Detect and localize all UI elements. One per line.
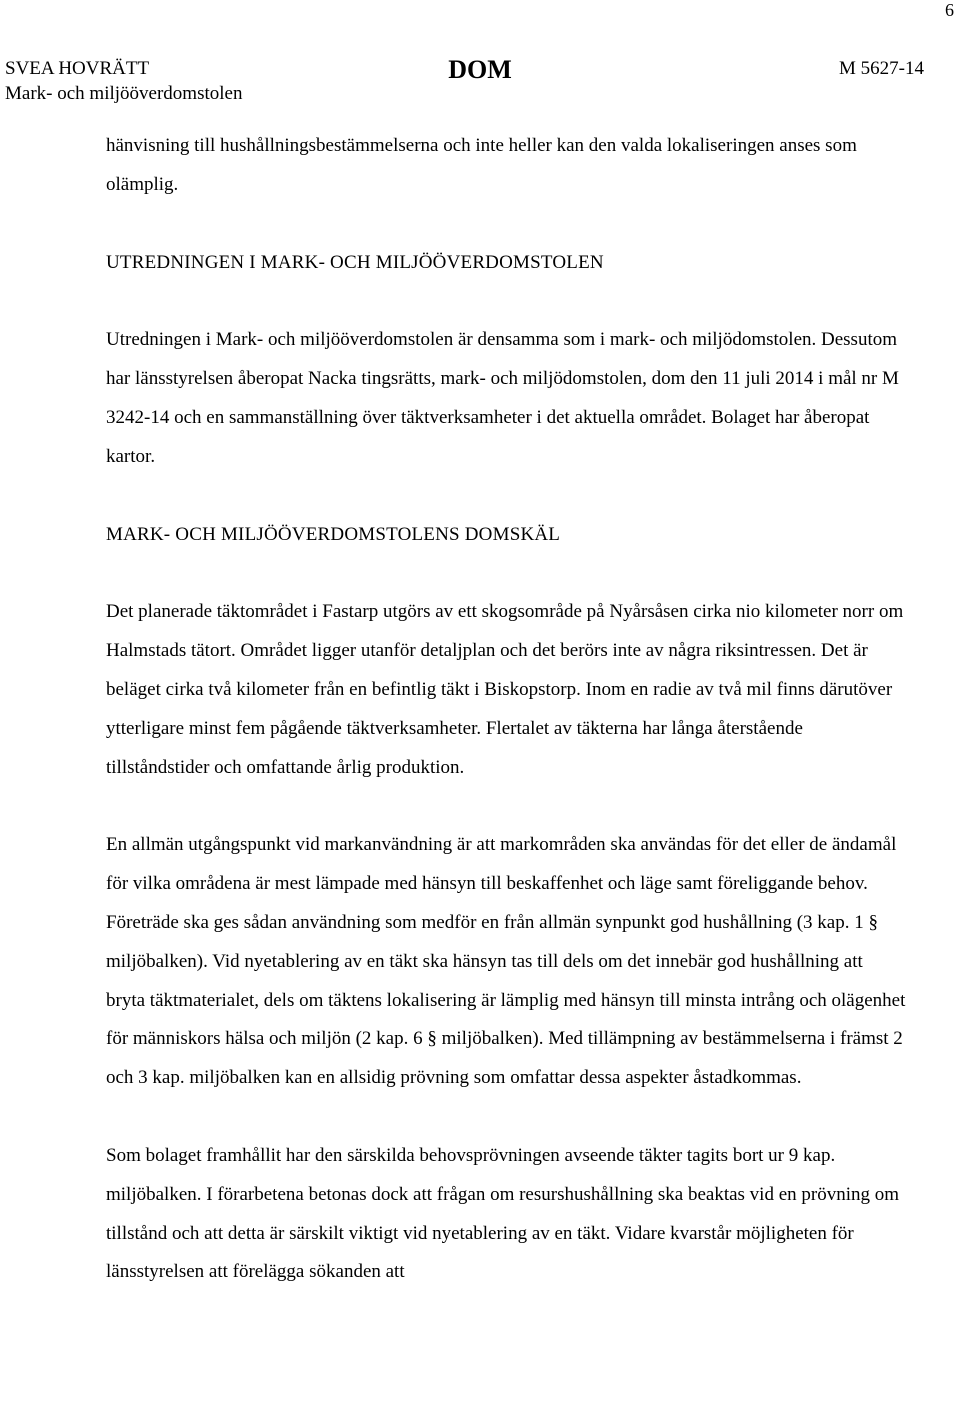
paragraph-reasons-2: En allmän utgångspunkt vid markanvändning är att markområden ska användas för det eller de ändamål för vilka områdena är mest lämpade med hänsyn till beskaffenhet och läge samt föreliggande behov. Företräde ska ges sådan användning som medför en från allmän synpunkt god hushållning (3 kap. 1 § miljöbalken). Vid nyetablering av en täkt ska hänsyn tas till dels om det innebär god hushållning att bryta täktmaterialet, dels om täktens lokalisering är lämplig med hänsyn till minsta intrång och olägenhet för människors hälsa och miljön (2 kap. 6 § miljöbalken). Med tillämpning av bestämmelserna i främst 2 och 3 kap. miljöbalken kan en allsidig prövning som omfattar dessa aspekter åstadkommas.: [106, 834, 906, 1089]
court-division: Mark- och miljööverdomstolen: [5, 83, 243, 104]
document-type: DOM: [448, 55, 512, 84]
paragraph-continuation: hänvisning till hushållningsbestämmelserna och inte heller kan den valda lokaliseringen anses som olämplig.: [106, 135, 857, 195]
document-body: [106, 127, 906, 1292]
case-number: M 5627-14: [839, 58, 924, 79]
court-name: SVEA HOVRÄTT: [5, 58, 150, 79]
paragraph-reasons-3: Som bolaget framhållit har den särskilda behovsprövningen avseende täkter tagits bort ur 9 kap. miljöbalken. I förarbetena betonas dock att frågan om resurshushållning ska beaktas vid en prövning om tillstånd och att detta är särskilt viktigt vid nyetablering av en täkt. Vidare kvarstår möjligheten för länsstyrelsen att förelägga sökanden att: [106, 1144, 900, 1283]
paragraph-investigation: Utredningen i Mark- och miljööverdomstolen är densamma som i mark- och miljödomstolen. Dessutom har länsstyrelsen åberopat Nacka tingsrätts, mark- och miljödomstolen, dom den 11 juli 2014 i mål nr M 3242-14 och en sammanställning över täktverksamheter i det aktuella området. Bolaget har åberopat kartor.: [106, 329, 899, 467]
section-heading-reasons: MARK- OCH MILJÖÖVERDOMSTOLENS DOMSKÄL: [106, 523, 561, 545]
section-heading-investigation: UTREDNINGEN I MARK- OCH MILJÖÖVERDOMSTOLEN: [106, 251, 604, 273]
page-number: 6: [945, 0, 954, 20]
paragraph-reasons-1: Det planerade täktområdet i Fastarp utgörs av ett skogsområde på Nyårsåsen cirka nio kilometer norr om Halmstads tätort. Området ligger utanför detaljplan och det berörs inte av några riksintressen. Det är beläget cirka två kilometer från en befintlig täkt i Biskopstorp. Inom en radie av två mil finns därutöver ytterligare minst fem pågående täktverksamheter. Flertalet av täkterna har långa återstående tillståndstider och omfattande årlig produktion.: [106, 601, 904, 778]
